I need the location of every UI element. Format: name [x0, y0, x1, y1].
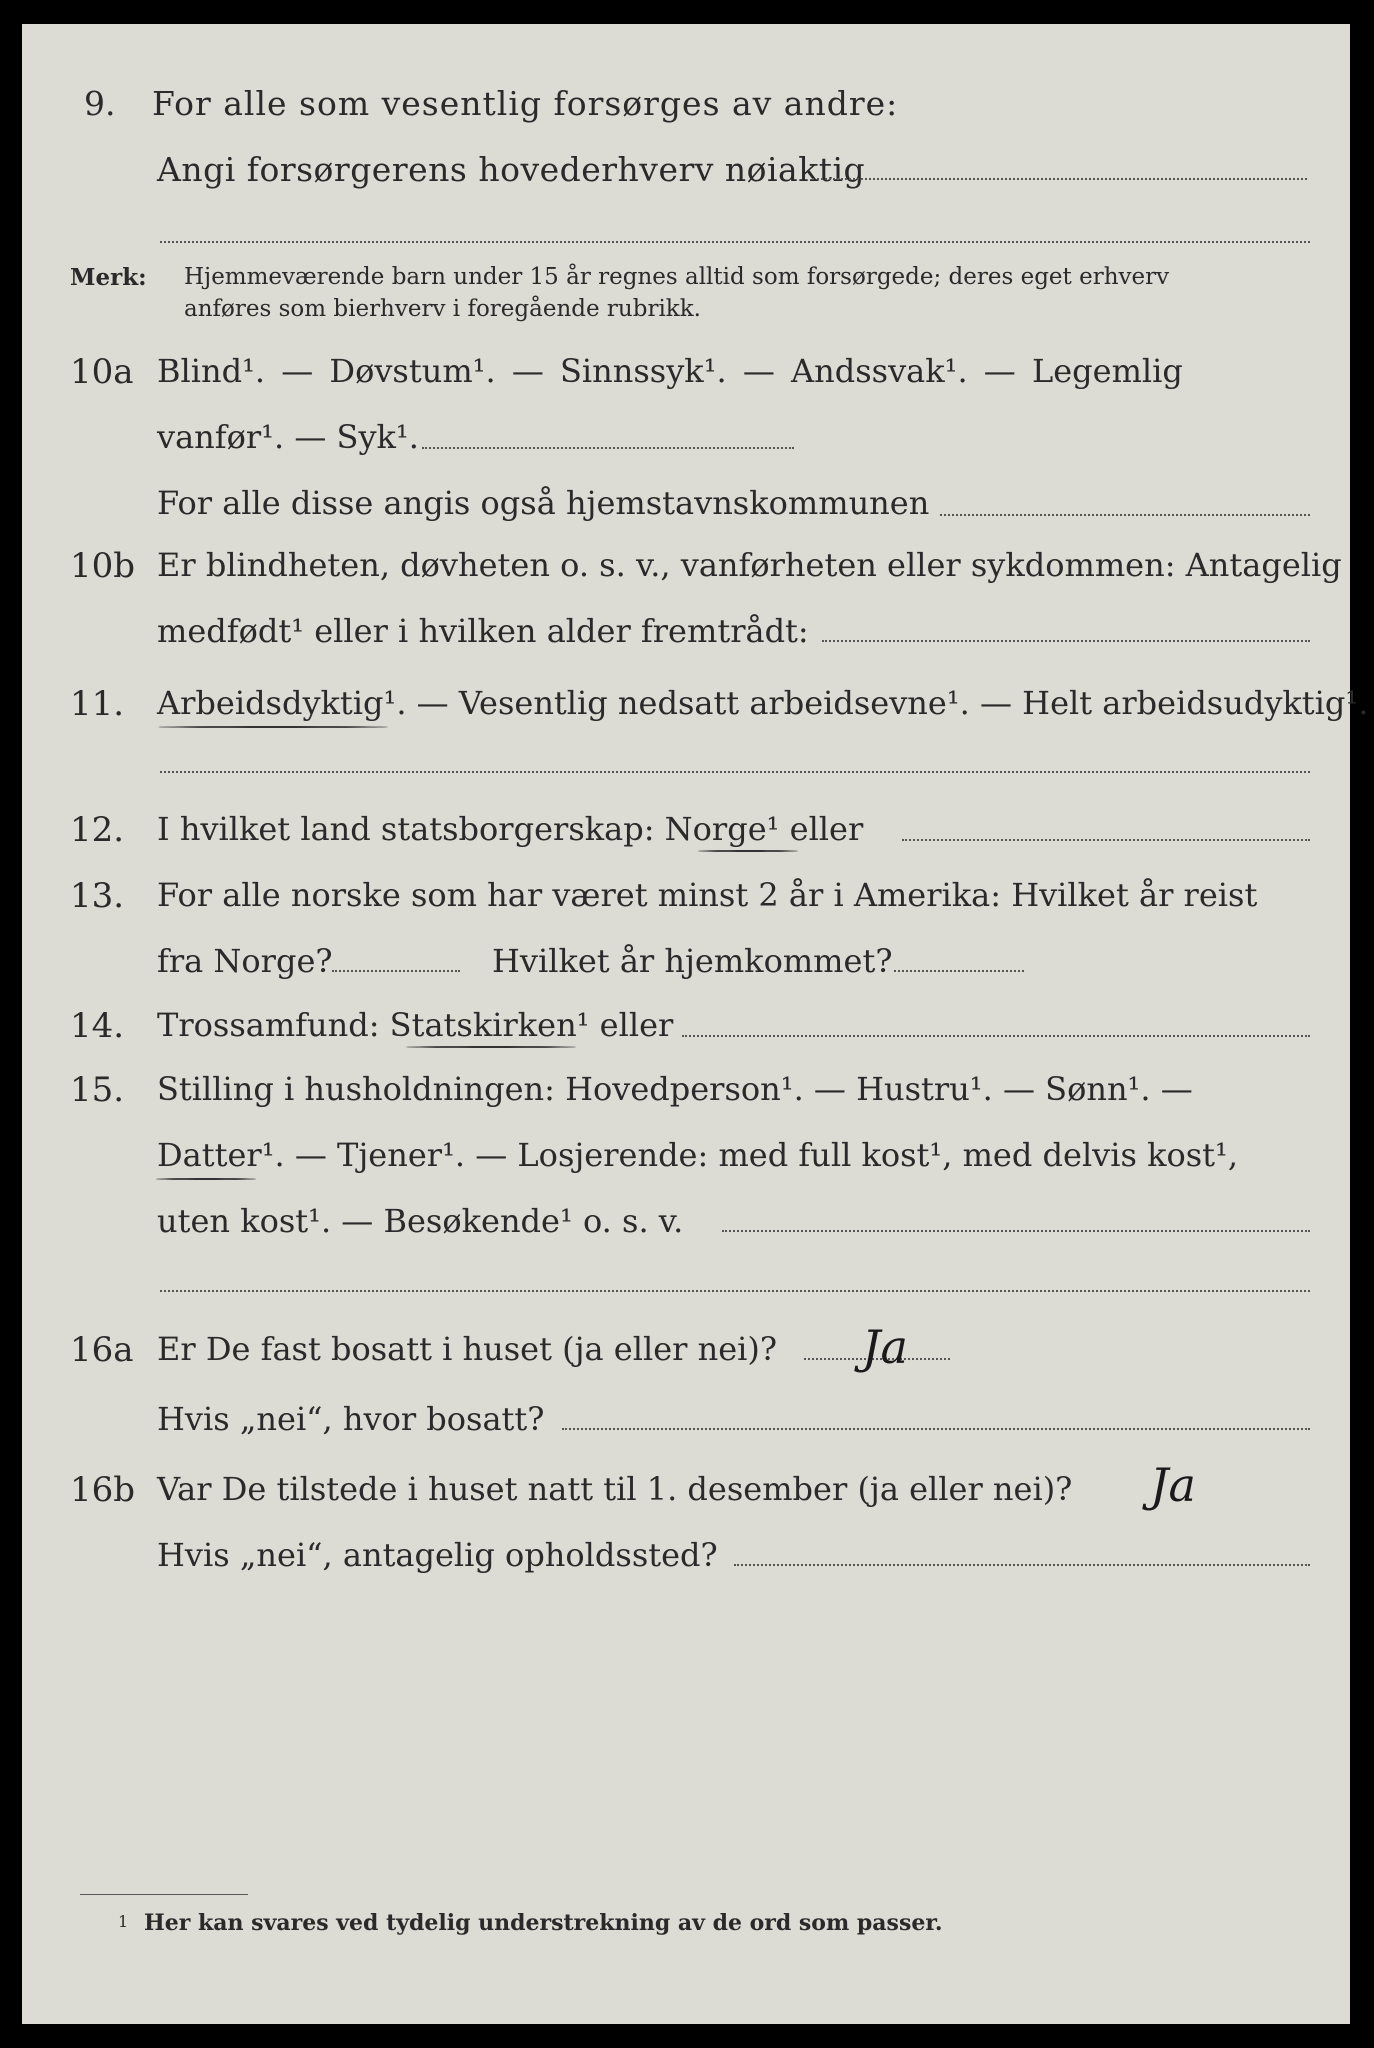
q9-number: 9.: [84, 84, 116, 123]
q16a-handwritten-answer: Ja: [862, 1320, 908, 1374]
q16a-bosatt-line: [562, 1428, 1310, 1430]
q11-answer-line: [160, 771, 1310, 773]
merk-line1: Hjemmeværende barn under 15 år regnes alltid som forsørgede; deres eget erhverv: [184, 264, 1170, 290]
q14-line1: Trossamfund: Statskirken¹ eller: [157, 1006, 674, 1044]
q15-answer-line: [722, 1230, 1310, 1232]
q9-answer-line: [812, 178, 1307, 180]
q16b-line2: Hvis „nei“, antagelig opholdssted?: [157, 1536, 718, 1574]
census-form-page: [22, 24, 1369, 2024]
q10a-hjemstavn-line: [940, 514, 1310, 516]
q10b-number: 10b: [70, 546, 136, 586]
q9-line2: Angi forsørgerens hovederhverv nøiaktig: [157, 150, 866, 189]
footnote-rule: [80, 1894, 248, 1895]
q11-number: 11.: [70, 684, 125, 724]
q10a-number: 10a: [70, 352, 134, 392]
q11-line1: Arbeidsdyktig¹. — Vesentlig nedsatt arbeidsevne¹. — Helt arbeidsudyktig¹.: [157, 684, 1369, 722]
q10a-line1: Blind¹. — Døvstum¹. — Sinnssyk¹. — Andssvak¹. — Legemlig: [157, 352, 1183, 390]
statskirken-underline: [406, 1046, 576, 1048]
q12-answer-line: [902, 839, 1310, 841]
q16b-line1: Var De tilstede i huset natt til 1. desember (ja eller nei)?: [157, 1470, 1073, 1508]
q16b-handwritten-answer: Ja: [1150, 1458, 1196, 1512]
q13-hjemkommet-line: [894, 970, 1024, 972]
arbeidsdyktig-underline: [158, 726, 388, 728]
q13-reist-line: [332, 970, 460, 972]
q12-number: 12.: [70, 810, 125, 850]
q10b-answer-line: [822, 640, 1310, 642]
q15-answer-line-2: [160, 1290, 1310, 1292]
merk-label: Merk:: [70, 264, 147, 291]
q10b-line2: medfødt¹ eller i hvilken alder fremtrådt:: [157, 612, 809, 650]
footnote-mark: 1: [118, 1912, 129, 1931]
q10a-line3: For alle disse angis også hjemstavnskommunen: [157, 484, 930, 522]
q15-line3: uten kost¹. — Besøkende¹ o. s. v.: [157, 1202, 684, 1240]
q16a-number: 16a: [70, 1330, 134, 1370]
merk-line2: anføres som bierhverv i foregående rubrikk.: [184, 296, 701, 322]
q16a-line1: Er De fast bosatt i huset (ja eller nei)?: [157, 1330, 778, 1368]
q14-number: 14.: [70, 1006, 125, 1046]
q9-answer-line-2: [160, 241, 1310, 243]
datter-underline: [156, 1178, 256, 1180]
q9-line1: For alle som vesentlig forsørges av andre:: [152, 84, 899, 123]
q10a-line2: vanfør¹. — Syk¹.: [157, 418, 419, 456]
q13-line2b: Hvilket år hjemkommet?: [492, 942, 893, 980]
q16a-line2: Hvis „nei“, hvor bosatt?: [157, 1400, 545, 1438]
q15-number: 15.: [70, 1070, 125, 1110]
q16b-opholdssted-line: [734, 1564, 1310, 1566]
q13-line1: For alle norske som har været minst 2 år i Amerika: Hvilket år reist: [157, 876, 1258, 914]
q10a-syk-line: [422, 447, 794, 449]
norge-underline: [698, 850, 798, 852]
q14-answer-line: [682, 1035, 1310, 1037]
q13-number: 13.: [70, 876, 125, 916]
q15-line1: Stilling i husholdningen: Hovedperson¹. — Hustru¹. — Sønn¹. —: [157, 1070, 1193, 1108]
q15-line2: Datter¹. — Tjener¹. — Losjerende: med full kost¹, med delvis kost¹,: [157, 1136, 1239, 1174]
q13-line2a: fra Norge?: [157, 942, 333, 980]
q16b-number: 16b: [70, 1470, 136, 1510]
q10b-line1: Er blindheten, døvheten o. s. v., vanførheten eller sykdommen: Antagelig: [157, 546, 1342, 584]
footnote-text: Her kan svares ved tydelig understrekning av de ord som passer.: [144, 1910, 943, 1936]
q12-line1: I hvilket land statsborgerskap: Norge¹ eller: [157, 810, 864, 848]
